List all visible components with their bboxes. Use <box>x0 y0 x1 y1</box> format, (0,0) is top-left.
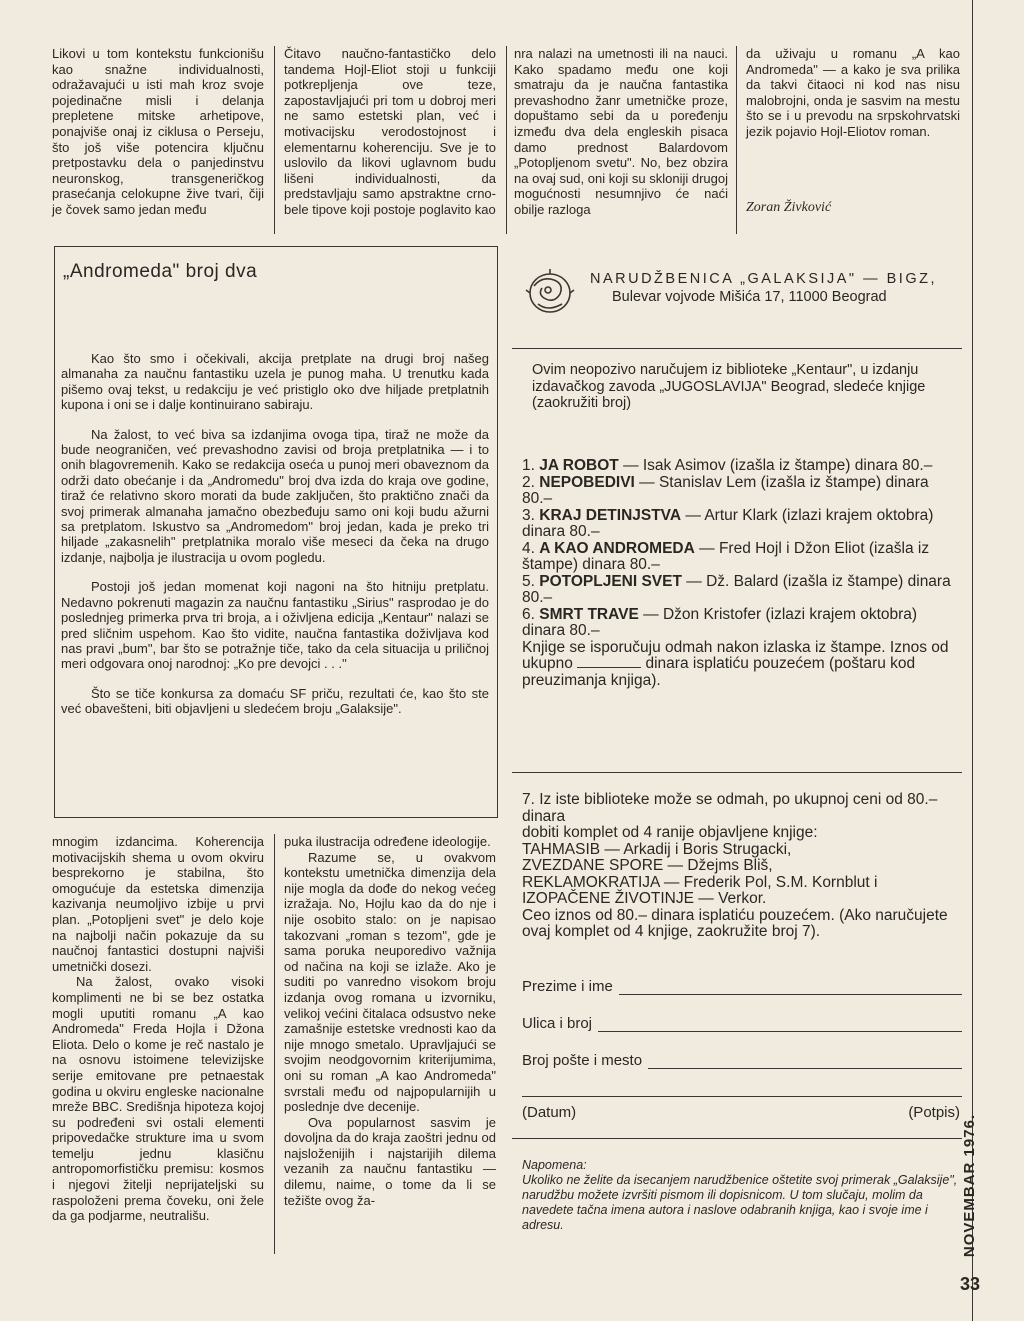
column-2-top <box>284 46 496 218</box>
column-divider <box>274 46 275 234</box>
order-form-header <box>590 270 962 306</box>
book-title: POTOPLJENI SVET <box>539 572 682 590</box>
column-2-bottom <box>284 834 496 1208</box>
article-text: Ova popularnost sasvim je dovoljna da do kraja zaoštri jednu od najsloženijih i najstarijih dilema vezanih za naučnu fantastiku — dilemu, naime, o tome da li se težište ovog ža- <box>284 1114 496 1208</box>
column-1-top <box>52 46 264 218</box>
postal-field[interactable] <box>522 1052 962 1069</box>
order-form-divider <box>512 348 962 349</box>
announcement-paragraph: Na žalost, to već biva sa izdanjima ovoga tipa, tiraž ne može da bude neograničen, već prevashodno zavisi od broja pretplatnika — i to onih blagovremenih. Kako se redakcija oseća u punoj meri obaveznom da održi dato obećanje i da „Andromedu" broj dva izda do kraja ove godine, tiraž će relativno skoro morati da bude zaključen, što praktično znači da svoj primerak almanaha jamačno obezbeđuju samo oni koji budu ažurni sa pretplatom. Iskustvo sa „Andromedom" broj jedan, kada je preko tri hiljade „zakasnelih" pretplatnika moralo više meseci da čeka na drugo izdanje, najbolja je ilustracija u ovom pogledu. <box>61 426 489 565</box>
author-signature: Zoran Živković <box>746 199 832 215</box>
article-text: da uživaju u romanu „A kao Andromeda" — a kako je sva prilika da takvi čitaoci ni kod nas nisu malobrojni, onda je sasvim na mestu što se i u prevodu na srpskohrvatski jezik pojavio Hojl-Eliotov roman. <box>746 46 960 139</box>
order-book-item[interactable]: 1. JA ROBOT — Isak Asimov (izašla iz štampe) dinara 80.– <box>522 457 933 474</box>
order-delivery-text: Knjige se isporučuju odmah nakon izlaska iz štampe. Iznos od ukupno dinara isplatiću pouzećem (poštaru kod preuzimanja knjiga). <box>522 638 949 689</box>
announcement-title: „Andromeda" broj dva <box>63 261 258 282</box>
column-divider <box>736 46 737 234</box>
announcement-body <box>61 351 489 731</box>
order-book-item[interactable]: 3. KRAJ DETINJSTVA — Artur Klark (izlazi krajem oktobra) dinara 80.– <box>522 506 934 540</box>
column-divider <box>506 46 507 234</box>
article-text: puka ilustracija određene ideologije. <box>284 834 491 849</box>
book-title: JA ROBOT <box>539 457 619 474</box>
date-label: (Datum) <box>522 1104 577 1121</box>
article-text: nra nalazi na umetnosti ili na nauci. Kako spadamo među one koji smatraju da je naučna fantastika prevashodno žanr umetničke proze, dopuštamo sebi da u poređenju između dva dela engleskih pisaca damo prednost Balardovom „Potopljenom svetu". No, bez obzira na ovaj sud, oni koji su skloniji drugoj mogućnosti nesumnjivo će naći obilje razloga <box>514 46 728 217</box>
column-divider <box>274 834 275 1254</box>
order-form-emblem <box>524 268 576 318</box>
book-title: KRAJ DETINJSTVA <box>539 506 682 524</box>
order-book-item[interactable]: 6. SMRT TRAVE — Džon Kristofer (izlazi krajem oktobra) dinara 80.– <box>522 605 918 639</box>
announcement-paragraph: Postoji još jedan momenat koji nagoni na što hitniju pretplatu. Nedavno pokrenuti magazin za naučnu fantastiku „Sirius" rasprodao je do poslednjeg primerka prva tri broja, a i oživljena edicija „Kentaur" nalazi se pred sličnim uspehom. Kao što vidite, naučna fantastika doživljava kod nas pravi „bum", bar što se potražnje tiče, tako da cela situacija u priličnoj meri odgovara onoj narodnoj: „Ko pre devojci . . ." <box>61 579 489 672</box>
name-field[interactable] <box>522 978 962 995</box>
order-form-divider <box>512 1138 962 1139</box>
book-title: NEPOBEDIVI <box>539 473 635 491</box>
order-form-intro: Ovim neopozivo naručujem iz biblioteke „Kentaur", u izdanju izdavačkog zavoda „JUGOSLAVIJA" Beograd, sledeće knjige (zaokružiti broj) <box>532 362 926 411</box>
page-number: 33 <box>960 1274 981 1294</box>
article-text: Čitavo naučno-fantastičko delo tandema Hojl-Eliot stoji u funkciji potkrepljenja ove teze, zapostavljajući pri tom u dobroj meri ne samo estetski plan, već i motivacijsku verodostojnost i elementarnu koherenciju. Sve je to uslovilo da likovi uglavnom budu lišeni individualnosti, da predstavljaju samo apstraktne crno-bele tipove koji postoje poglavito kao <box>284 46 496 217</box>
order-form-address: Bulevar vojvode Mišića 17, 11000 Beograd <box>612 289 887 305</box>
signature-label: (Potpis) <box>908 1104 960 1121</box>
article-text: mnogim izdancima. Koherencija motivacijskih shema u ovom okviru besprekorno je stabilna, što omogućuje da estetska dimenzija kazivanja neumoljivo izbije u prvi plan. „Potopljeni svet" je delo koje na najbolji način pokazuje da su naučnoj fantastici dostupni najviši umetnički dosezi. <box>52 834 264 974</box>
article-text: Razume se, u ovakvom kontekstu umetnička dimenzija dela nije mogla da dođe do nekog većeg izražaja. No, Hojlu kao da do nje i nije osobito stalo: on je napisao takozvani „roman s tezom", gde je sama poruka neuporedivo važnija od načina na koji se izlaže. Ako je suditi po vanredno visokom broju izdanja ovog romana u izvorniku, velikoj većini čitalaca odsustvo neke zamašnije estetske vrednosti kao da nije mnogo smetalo. Upravljajući se svojim neodgovornim kriterijumima, oni su roman „A kao Andromeda" svrstali među od najpopularnijih u poslednje dve decenije. <box>284 849 496 1115</box>
order-set-offer[interactable]: 7. Iz iste biblioteke može se odmah, po ukupnoj ceni od 80.– dinara dobiti komplet od 4 ranije objavljene knjige: TAHMASIB — Arkadij i Boris Strugacki, ZVEZDANE SPORE — Džejms Bliš, REKLAMOKRATIJA — Frederik Pol, S.M. Kornblut i IZOPAČENE ŽIVOTINJE — Verkor. Ceo iznos od 80.– dinara isplatiću pouzećem. (Ako naručujete ovaj komplet od 4 knjige, zaokružite broj 7). <box>522 791 948 940</box>
order-note-title: Napomena: <box>522 1158 587 1172</box>
article-text: Na žalost, ovako visoki komplimenti ne bi se bez ostatka mogli uputiti romanu „A kao Andromeda" Freda Hojla i Džona Elіota. Delo o kome je reč nastalo je na osnovu istoimene televizijske serije emitovane pre petnaestak godina u okviru engleske nacionalne mreže BBC. Središnja hipoteza kojoj su podređeni svi ostali elementi pripovedačke strukture ima u svom temelju jednu klasičnu antropomorfističku premisu: kosmos i njegovi žitelji neprijateljski su raspoloženi prema čoveku, oni žele da ga podjarme, neutrališu. <box>52 974 264 1224</box>
book-title: SMRT TRAVE <box>539 605 639 623</box>
order-form-divider <box>512 772 962 773</box>
announcement-paragraph: Kao što smo i očekivali, akcija pretplate na drugi broj našeg almanaha za naučnu fantastiku uzela je punog maha. U trenutku kada pišemo ovaj tekst, u redakciju je već pristiglo oko dve hiljade pretplatnih kupona i oni se i dalje kontinuirano sabiraju. <box>61 351 489 413</box>
column-3-top <box>514 46 728 218</box>
order-note-text: Ukoliko ne želite da isecanjem narudžbenice oštetite svoj primerak „Galaksije", narudžbu možete izvršiti pismom ili dopisnicom. U tom slučaju, molim da navedete tačna imena autora i naslove odabranih knjiga, kao i svoje ime i adresu. <box>522 1173 958 1232</box>
street-field[interactable] <box>522 1015 962 1032</box>
issue-date: NOVEMBAR 1976. <box>961 1113 979 1257</box>
column-4-top <box>746 46 960 215</box>
order-book-item[interactable]: 4. A KAO ANDROMEDA — Fred Hojl i Džon Eliot (izašla iz štampe) dinara 80.– <box>522 539 930 573</box>
order-form-publisher: NARUDŽBENICA „GALAKSIJA" — BIGZ, <box>590 271 938 287</box>
article-text: Likovi u tom kontekstu funkcionišu kao snažne individualnosti, odražavajući u isti mah kroz svoje pojedinačne misli i delanja prepletene mitske arhetipove, ponajviše onaj iz ciklusa o Perseju, što još više potencira ključnu pretpostavku dela o panjedinstvu neuronskog, transgeneričkog prasećanja celokupne žive tvari, čiji je čovek samo jedan među <box>52 46 264 217</box>
announcement-paragraph: Što se tiče konkursa za domaću SF priču, rezultati će, kao što ste već obavešteni, biti objavljeni u sledećem broju „Galaksije". <box>61 685 489 717</box>
postal-field-label: Broj pošte i mesto <box>522 1052 643 1069</box>
name-field-label: Prezime i ime <box>522 978 613 995</box>
order-note <box>522 1158 962 1233</box>
signature-line[interactable] <box>522 1096 962 1097</box>
announcement-box <box>54 246 498 818</box>
street-field-label: Ulica i broj <box>522 1015 593 1032</box>
column-1-bottom <box>52 834 264 1224</box>
book-title: A KAO ANDROMEDA <box>539 539 695 557</box>
order-book-item[interactable]: 5. POTOPLJENI SVET — Dž. Balard (izašla iz štampe) dinara 80.– <box>522 572 951 606</box>
order-book-item[interactable]: 2. NEPOBEDIVI — Stanislav Lem (izašla iz štampe) dinara 80.– <box>522 473 929 507</box>
amount-blank[interactable] <box>577 667 641 668</box>
order-book-list <box>522 458 962 689</box>
